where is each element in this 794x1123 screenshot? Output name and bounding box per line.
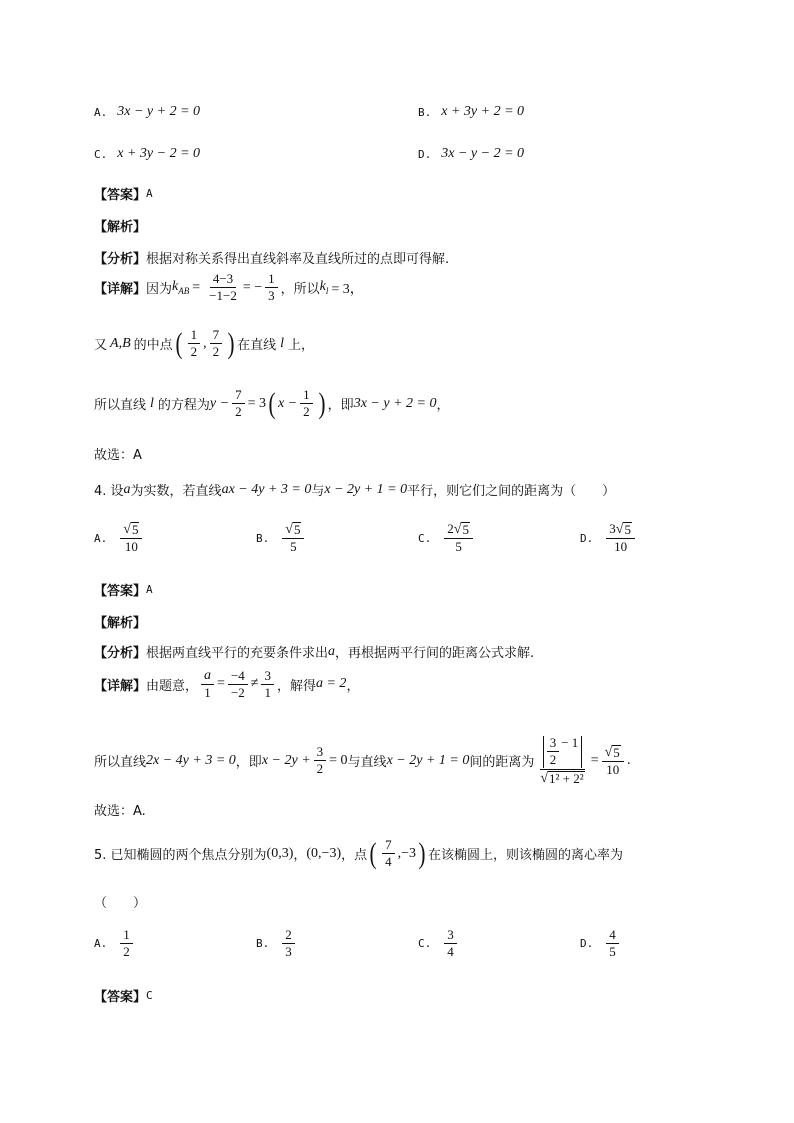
fraction: $\frac{1}{2}$: [188, 328, 201, 360]
answer-tag: 【答案】: [94, 188, 147, 203]
math: $k_{AB}$: [172, 279, 190, 297]
fraction: $\frac{4-3}{-1-2}$: [209, 271, 237, 304]
q4-guxuan: [94, 800, 754, 819]
option-label: D.: [580, 937, 594, 951]
paren-left: (: [268, 386, 276, 420]
fraction: $\frac{3}{1}$: [261, 669, 274, 701]
fenxi-text: 根据对称关系得出直线斜率及直线所过的点即可得解.: [146, 252, 450, 267]
math: ≠: [250, 676, 259, 692]
q4-stem: [94, 480, 754, 499]
fraction: $\frac{4}{5}$: [606, 928, 619, 960]
option-text: 3x − y + 2 = 0: [117, 104, 201, 119]
option-label: B.: [256, 531, 270, 545]
math: = 3，: [331, 281, 364, 297]
q4-fenxi: [94, 642, 754, 661]
text: （ ）: [94, 896, 147, 911]
math: x −: [278, 395, 298, 411]
text: ，: [436, 398, 450, 414]
q5-option-c: [418, 928, 460, 960]
math: y −: [209, 395, 230, 411]
paren-left: (: [175, 326, 183, 360]
q3-answer: [94, 184, 754, 203]
fenxi-tag: 【分析】: [94, 252, 147, 267]
paren-right: ): [418, 836, 426, 870]
answer-value: C: [146, 989, 153, 1002]
text: 间的距离为: [469, 755, 535, 771]
analysis-tag: 【解析】: [94, 616, 147, 631]
option-label: C.: [418, 531, 432, 545]
fraction: $\frac{7}{2}$: [232, 388, 245, 420]
math: ,: [203, 335, 207, 351]
q4-option-c: [418, 522, 476, 555]
q5-option-d: [580, 928, 622, 960]
option-label: B.: [418, 105, 432, 119]
option-label: C.: [94, 147, 108, 161]
q3-option-c: [94, 146, 200, 162]
text: 故选：A: [94, 448, 142, 463]
math: A,B: [110, 335, 131, 351]
text: 故选：A.: [94, 804, 146, 819]
text: 平行，则它们之间的距离为（ ）: [407, 484, 616, 499]
xiangjie-tag: 【详解】: [94, 282, 147, 298]
q4-analysis-tag: [94, 612, 754, 631]
fenxi-tag: 【分析】: [94, 646, 147, 661]
text: 根据两直线平行的充要条件求出: [146, 646, 329, 661]
option-label: A.: [94, 531, 108, 545]
fraction: $\frac{-4}{-2}$: [228, 669, 248, 701]
q4-option-a: [94, 522, 145, 555]
math: l: [280, 335, 285, 351]
q3-option-b: [418, 104, 524, 120]
q4-xiangjie: [94, 668, 754, 701]
q3-option-a: [94, 104, 200, 120]
fraction: $\frac{1}{2}$: [300, 388, 313, 420]
math: 2x − 4y + 3 = 0: [146, 752, 236, 768]
math: a: [123, 481, 131, 497]
math: x − 2y + 1 = 0: [324, 481, 408, 497]
text: ，: [346, 678, 360, 694]
math: =: [217, 676, 225, 692]
math: a: [328, 643, 336, 659]
text: .: [626, 753, 631, 769]
fraction: 2 √ 5 5: [444, 522, 473, 555]
fraction: $\frac{1}{2}$: [120, 928, 133, 960]
option-label: D.: [418, 147, 432, 161]
fraction: $\frac{3}{2}$: [314, 745, 327, 777]
text: 因为: [146, 282, 173, 298]
option-label: A.: [94, 937, 108, 951]
q3-line3: [94, 388, 754, 420]
text: 与直线: [347, 755, 387, 771]
fraction: √ 5 10: [602, 745, 624, 778]
math: =: [590, 752, 599, 768]
text: 为实数，若直线: [130, 484, 222, 499]
math: ,−3: [397, 845, 417, 861]
q5-answer: [94, 986, 754, 1005]
option-label: C.: [418, 937, 432, 951]
answer-tag: 【答案】: [94, 584, 147, 599]
text: 上，: [288, 338, 315, 354]
distance-fraction: $\frac{3}{2}$ − 1 √ 1² + 2²: [540, 735, 584, 786]
text: ，所以: [280, 282, 320, 298]
option-text: x + 3y − 2 = 0: [117, 146, 201, 161]
q4-answer: [94, 580, 754, 599]
q3-analysis-tag: [94, 216, 754, 235]
text: 5. 已知椭圆的两个焦点分别为: [94, 848, 267, 864]
xiangjie-tag: 【详解】: [94, 678, 147, 694]
paren-left: (: [369, 836, 377, 870]
text: ，即: [235, 755, 262, 771]
fraction: $\frac{3}{4}$: [444, 928, 457, 960]
math: =: [192, 279, 201, 295]
math: x − 2y +: [261, 752, 311, 768]
math: (0,−3): [306, 845, 342, 861]
text: 在该椭圆上，则该椭圆的离心率为: [428, 848, 624, 864]
q3-guxuan: [94, 444, 754, 463]
paren-right: ): [227, 326, 235, 360]
fraction: √ 5 10: [120, 522, 142, 555]
text: 与: [311, 484, 325, 499]
math: = 0: [329, 752, 348, 768]
q4-option-d: [580, 522, 638, 555]
fraction: $\frac{a}{1}$: [201, 668, 214, 701]
fraction: √ 5 5: [282, 522, 304, 555]
fraction: $\frac{7}{4}$: [382, 838, 395, 870]
option-text: x + 3y + 2 = 0: [441, 104, 525, 119]
math: l: [150, 395, 154, 411]
math: x − 2y + 1 = 0: [386, 752, 470, 768]
q3-fenxi: [94, 248, 754, 267]
fraction: $\frac{7}{2}$: [210, 328, 223, 360]
text: 的中点: [133, 338, 173, 354]
option-text: 3x − y − 2 = 0: [441, 146, 525, 161]
math: a = 2: [315, 676, 347, 692]
option-label: A.: [94, 105, 108, 119]
text: 4. 设: [94, 484, 124, 499]
text: 所以直线: [94, 755, 147, 771]
q3-line2: [94, 328, 754, 360]
text: ，点: [341, 848, 368, 864]
fraction: 3 √ 5 10: [606, 522, 635, 555]
text: ，再根据两平行间的距离公式求解.: [335, 646, 535, 661]
math: ax − 4y + 3 = 0: [221, 481, 312, 497]
math: = −: [242, 279, 263, 295]
paren-right: ): [318, 386, 326, 420]
text: 又: [94, 338, 108, 354]
q5-stem: [94, 838, 754, 870]
answer-value: A: [146, 187, 153, 200]
q3-option-d: [418, 146, 524, 162]
q5-option-a: [94, 928, 136, 960]
answer-value: A: [146, 583, 153, 596]
text: ，即: [327, 398, 354, 414]
text: 的方程为: [157, 398, 210, 414]
q5-paren: [94, 892, 754, 911]
answer-tag: 【答案】: [94, 990, 147, 1005]
text: ，解得: [276, 678, 316, 694]
option-label: B.: [256, 937, 270, 951]
text: 由题意，: [146, 678, 199, 694]
fraction: $\frac{2}{3}$: [282, 928, 295, 960]
fraction: $\frac{1}{3}$: [265, 272, 278, 304]
q3-xiangjie: [94, 272, 754, 304]
math: $k_l$: [319, 279, 329, 297]
math: 3x − y + 2 = 0: [353, 395, 437, 411]
q5-option-b: [256, 928, 298, 960]
analysis-tag: 【解析】: [94, 220, 147, 235]
text: ，: [293, 848, 307, 864]
math: (0,3): [266, 845, 294, 861]
math: = 3: [247, 395, 266, 411]
option-label: D.: [580, 531, 594, 545]
q4-option-b: [256, 522, 307, 555]
text: 所以直线: [94, 398, 147, 414]
text: 在直线: [237, 338, 277, 354]
q4-line2: [94, 736, 754, 786]
